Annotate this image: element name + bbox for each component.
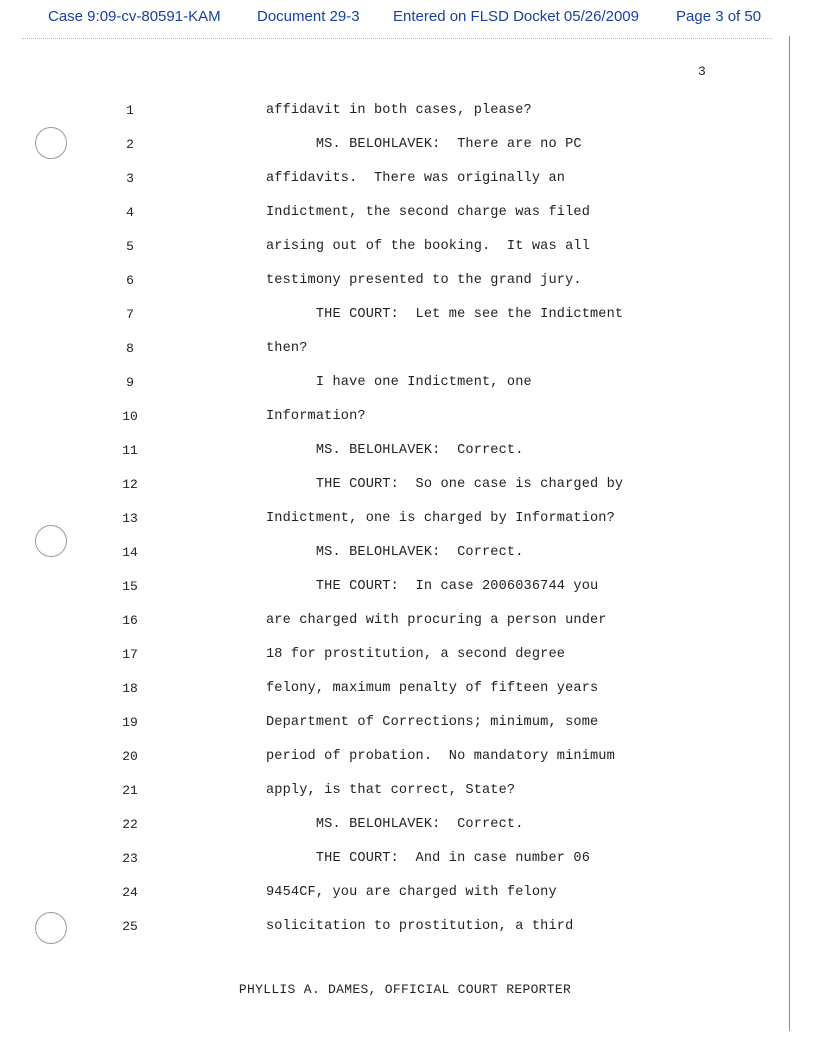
transcript-line: [0, 540, 816, 566]
reporter-footer: [0, 982, 816, 997]
line-number: 8: [126, 341, 134, 356]
line-number: 21: [122, 783, 138, 798]
line-text: felony, maximum penalty of fifteen years: [266, 681, 599, 696]
transcript-line: [0, 574, 816, 600]
transcript-line: [0, 472, 816, 498]
line-number: 12: [122, 477, 138, 492]
line-text: 9454CF, you are charged with felony: [266, 885, 557, 900]
line-text: THE COURT: So one case is charged by: [266, 477, 624, 492]
line-number: 25: [122, 919, 138, 934]
line-text: Department of Corrections; minimum, some: [266, 715, 599, 730]
line-number: 14: [122, 545, 138, 560]
line-text: Indictment, the second charge was filed: [266, 205, 590, 220]
line-number: 23: [122, 851, 138, 866]
transcript-line: [0, 370, 816, 396]
transcript-line: [0, 642, 816, 668]
line-number: 1: [126, 103, 134, 118]
line-number: 20: [122, 749, 138, 764]
line-number: 5: [126, 239, 134, 254]
line-number: 10: [122, 409, 138, 424]
line-text: testimony presented to the grand jury.: [266, 273, 582, 288]
line-text: affidavit in both cases, please?: [266, 103, 532, 118]
docket-entry: Entered on FLSD Docket 05/26/2009: [393, 8, 639, 25]
line-number: 18: [122, 681, 138, 696]
line-text: MS. BELOHLAVEK: Correct.: [266, 817, 524, 832]
transcript-line: [0, 132, 816, 158]
line-text: I have one Indictment, one: [266, 375, 532, 390]
transcript-line: [0, 268, 816, 294]
line-text: period of probation. No mandatory minimum: [266, 749, 615, 764]
transcript-line: [0, 710, 816, 736]
transcript-line: [0, 812, 816, 838]
line-text: MS. BELOHLAVEK: Correct.: [266, 545, 524, 560]
transcript-line: [0, 914, 816, 940]
line-number: 3: [126, 171, 134, 186]
line-number: 9: [126, 375, 134, 390]
transcript-line: [0, 302, 816, 328]
transcript-line: [0, 608, 816, 634]
line-text: MS. BELOHLAVEK: Correct.: [266, 443, 524, 458]
transcript-line: [0, 336, 816, 362]
line-text: then?: [266, 341, 308, 356]
line-text: Information?: [266, 409, 366, 424]
line-number: 7: [126, 307, 134, 322]
line-number: 22: [122, 817, 138, 832]
transcript-line: [0, 404, 816, 430]
transcript-line: [0, 166, 816, 192]
line-text: Indictment, one is charged by Information?: [266, 511, 615, 526]
line-number: 13: [122, 511, 138, 526]
line-text: apply, is that correct, State?: [266, 783, 516, 798]
line-number: 19: [122, 715, 138, 730]
line-number: 15: [122, 579, 138, 594]
reporter-name: PHYLLIS A. DAMES, OFFICIAL COURT REPORTER: [238, 982, 572, 997]
transcript-line: [0, 506, 816, 532]
line-text: affidavits. There was originally an: [266, 171, 566, 186]
line-text: THE COURT: And in case number 06: [266, 851, 590, 866]
line-number: 17: [122, 647, 138, 662]
line-text: solicitation to prostitution, a third: [266, 919, 574, 934]
transcript-line: [0, 200, 816, 226]
transcript-line: [0, 438, 816, 464]
line-number: 6: [126, 273, 134, 288]
page-count: Page 3 of 50: [676, 8, 762, 25]
page-number: 3: [698, 64, 706, 79]
transcript-line: [0, 98, 816, 124]
line-number: 2: [126, 137, 134, 152]
line-number: 11: [122, 443, 138, 458]
transcript-line: [0, 676, 816, 702]
document-number: Document 29-3: [257, 8, 360, 25]
transcript-line: [0, 234, 816, 260]
case-number: Case 9:09-cv-80591-KAM: [48, 8, 221, 25]
transcript-line: [0, 778, 816, 804]
line-number: 24: [122, 885, 138, 900]
line-text: THE COURT: Let me see the Indictment: [266, 307, 624, 322]
line-text: MS. BELOHLAVEK: There are no PC: [266, 137, 582, 152]
transcript-line: [0, 846, 816, 872]
line-text: are charged with procuring a person under: [266, 613, 607, 628]
line-text: THE COURT: In case 2006036744 you: [266, 579, 599, 594]
line-text: 18 for prostitution, a second degree: [266, 647, 566, 662]
transcript-line: [0, 744, 816, 770]
line-number: 16: [122, 613, 138, 628]
line-number: 4: [126, 205, 134, 220]
transcript-line: [0, 880, 816, 906]
line-text: arising out of the booking. It was all: [266, 239, 590, 254]
